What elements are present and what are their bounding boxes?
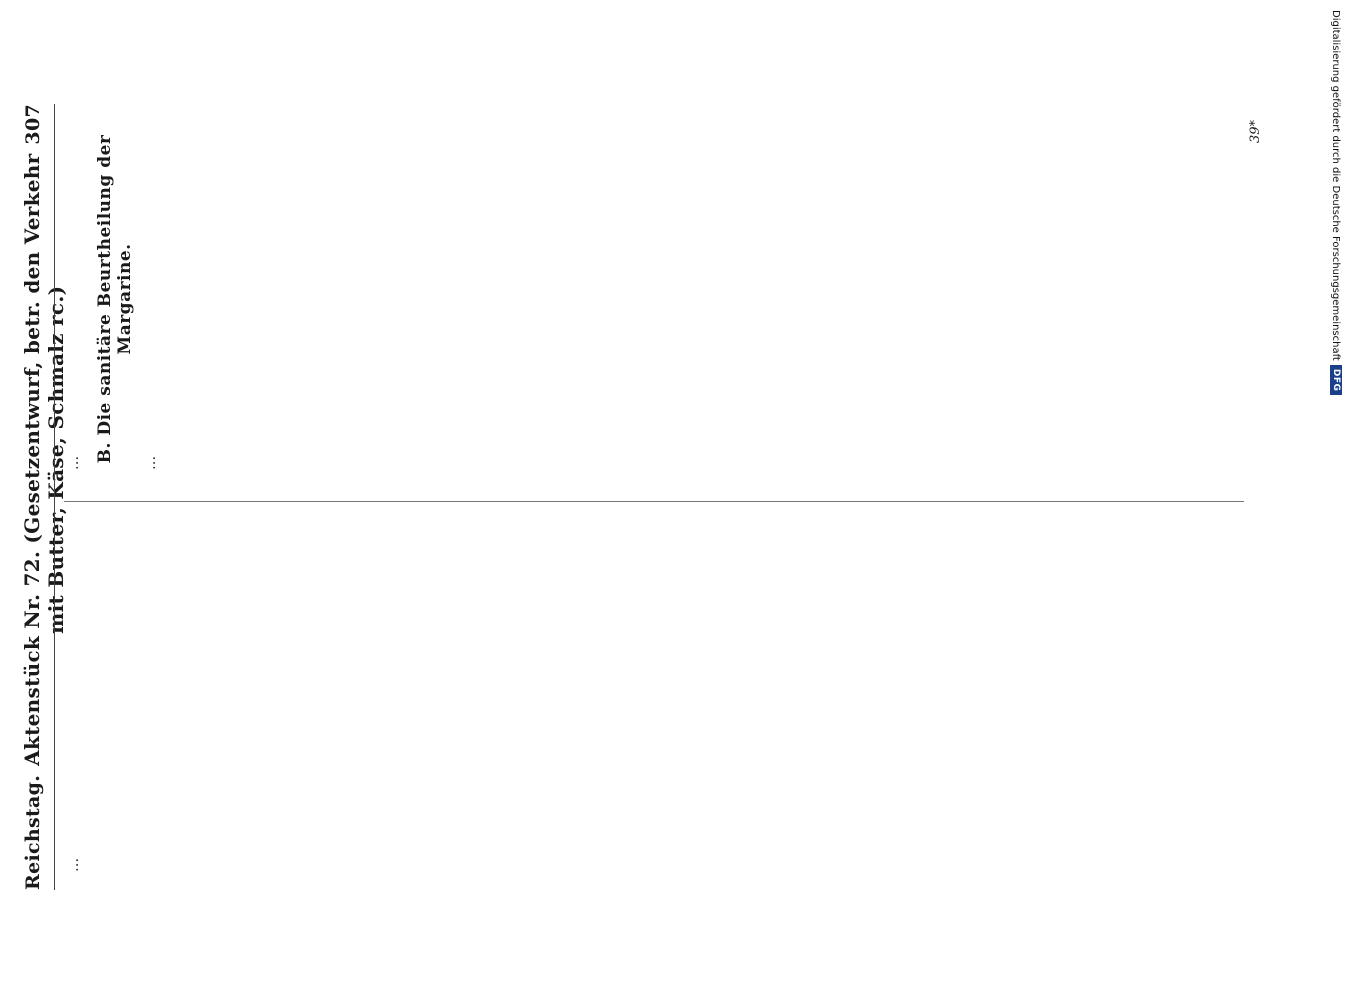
page-header [20,104,68,890]
credit-text: Digitalisierung gefördert durch die Deutsche Forschungsgemeinschaft [1330,10,1342,361]
header-left: Reichstag. [22,774,44,890]
page-number: 307 [22,104,44,145]
dfg-logo-icon: DFG [1330,365,1342,396]
left-column [64,512,1244,890]
paragraph: … [66,857,82,872]
document-page [10,80,1270,920]
right-column [64,110,1244,488]
section-title: B. Die sanitäre Beurtheilung der Margarine. [95,134,136,464]
column-divider [64,501,1244,502]
signature-mark: 39* [1248,120,1263,144]
paragraph: … [143,455,160,470]
header-rule [54,104,55,890]
paragraph: … [66,455,82,470]
header-title: Aktenstück Nr. 72. (Gesetzentwurf, betr. den Verkehr mit Butter, Käse, Schmalz rc.) [20,153,68,766]
